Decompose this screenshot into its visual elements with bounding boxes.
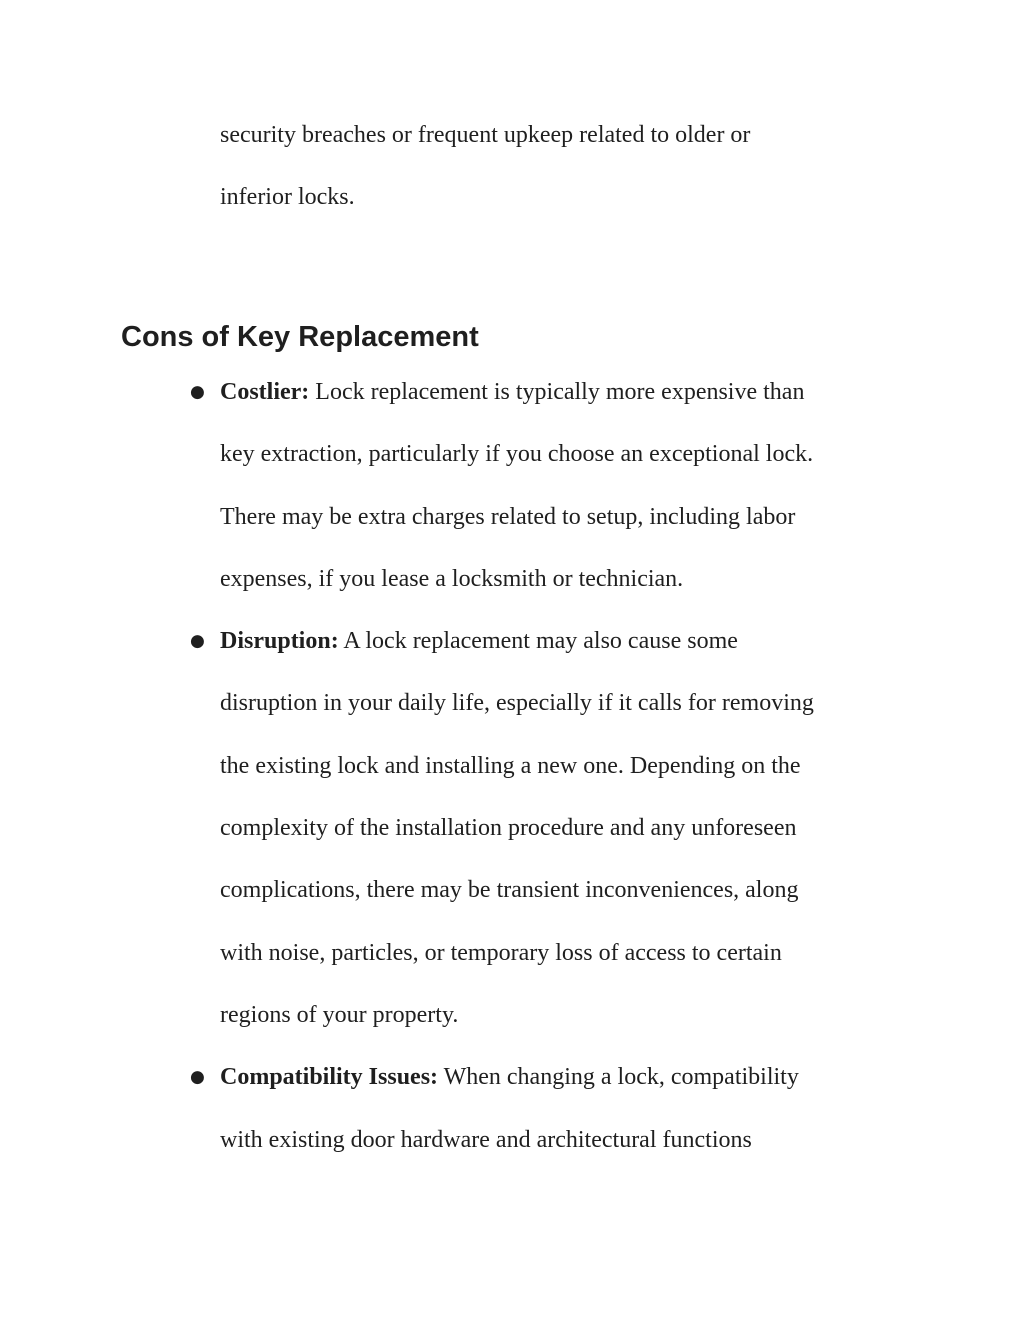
list-item-first-line [220,1046,1024,1108]
bullet-icon: ● [190,631,205,652]
list-item-disruption [0,610,1024,1046]
list-item-line: with existing door hardware and architectural functions [220,1126,752,1153]
list-item-line: expenses, if you lease a locksmith or technician. [220,565,684,592]
list-item-line: the existing lock and installing a new one. Depending on the [220,752,801,779]
cons-list [0,361,1024,1171]
list-item-line: There may be extra charges related to setup, including labor [220,503,796,530]
list-item-text: When changing a lock, compatibility [438,1064,799,1091]
paragraph-line: inferior locks. [220,184,355,211]
list-item-text: A lock replacement may also cause some [338,628,738,655]
list-item-line: with noise, particles, or temporary loss of access to certain [220,939,782,966]
continued-paragraph [220,104,920,229]
list-item-costlier [0,361,1024,610]
list-item-text: Lock replacement is typically more expensive than [309,379,805,405]
list-item-term: Compatibility Issues: [220,1064,439,1091]
list-item-line: regions of your property. [220,1001,459,1028]
bullet-icon: ● [190,1067,205,1088]
list-item-line: key extraction, particularly if you choose an exceptional lock. [220,441,814,468]
list-item-term: Costlier: [220,379,310,405]
list-item-first-line [220,361,1024,423]
list-item-line: complexity of the installation procedure and any unforeseen [220,815,797,842]
list-item-line: disruption in your daily life, especially if it calls for removing [220,690,814,717]
paragraph-line: security breaches or frequent upkeep related to older or [220,122,751,148]
list-item-first-line [220,610,1024,672]
list-item-term: Disruption: [220,628,339,655]
list-item-line: complications, there may be transient inconveniences, along [220,877,799,904]
list-item-compatibility [0,1046,1024,1171]
section-heading: Cons of Key Replacement [121,321,479,353]
bullet-icon: ● [190,382,205,402]
